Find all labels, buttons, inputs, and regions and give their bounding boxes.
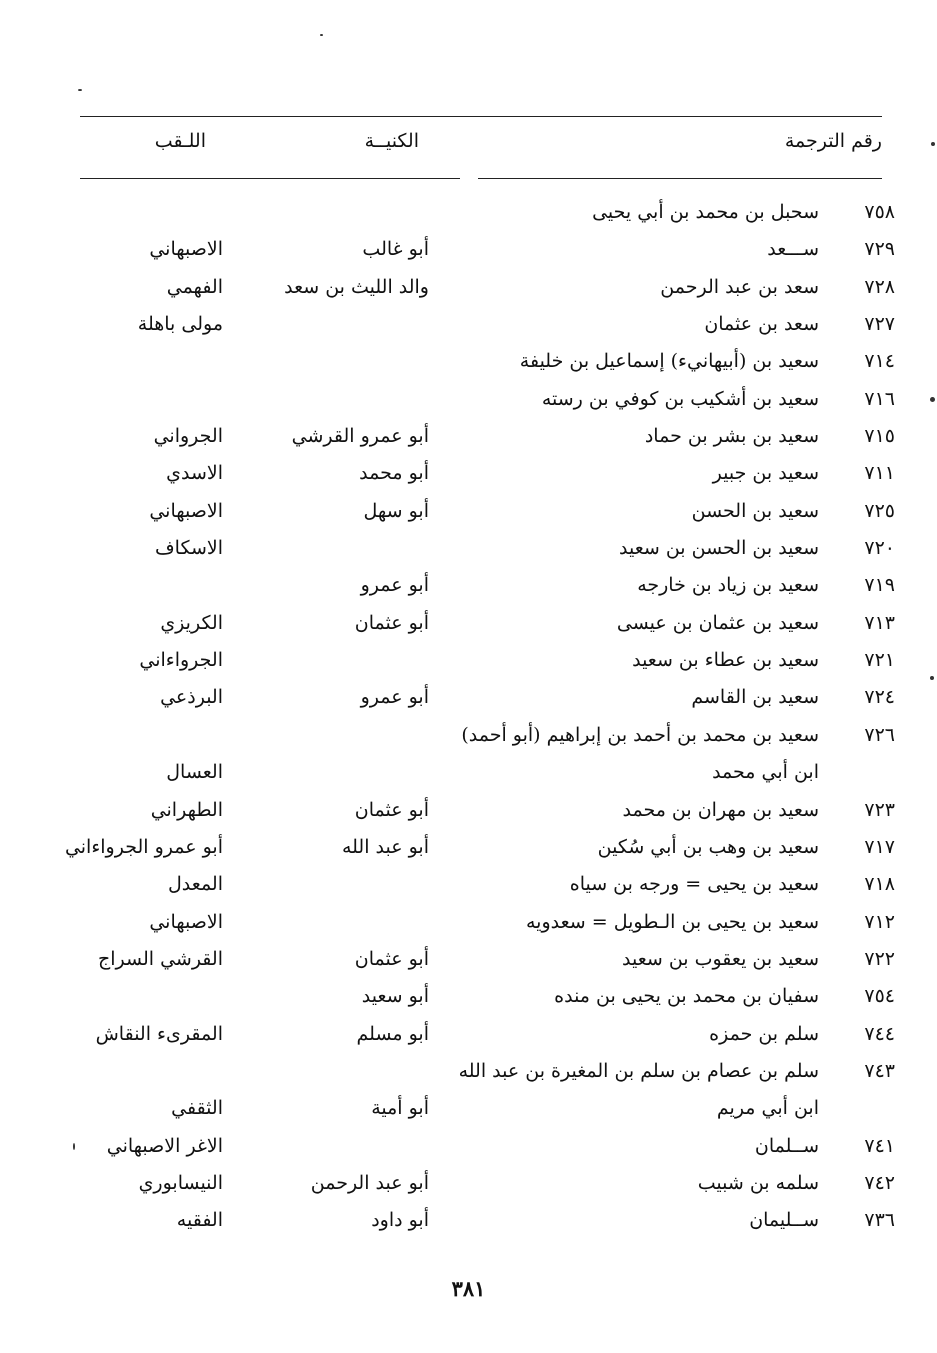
table-row bbox=[0, 981, 937, 1018]
entry-laqab: الفهمي bbox=[166, 275, 223, 298]
entry-laqab: المقرىء النقاش bbox=[95, 1022, 223, 1045]
table-row bbox=[0, 570, 937, 607]
entry-name: سلم بن عصام بن سلم بن المغيرة بن عبد الله bbox=[458, 1059, 819, 1082]
entry-name: سعيد بن يعقوب بن سعيد bbox=[621, 947, 819, 970]
header-number-column: رقم الترجمة bbox=[784, 130, 882, 152]
entry-laqab: الكريزي bbox=[160, 611, 223, 634]
entry-name: سعيد بن بشر بن حماد bbox=[644, 425, 819, 448]
entry-kunya: أبو عمرو bbox=[360, 686, 429, 709]
entry-number: ٧٢٠ bbox=[864, 537, 895, 560]
scan-speck bbox=[73, 1143, 75, 1150]
entry-number: ٧١٨ bbox=[864, 873, 895, 896]
table-row bbox=[0, 234, 937, 271]
table-row bbox=[0, 496, 937, 533]
entry-name: سحبل بن محمد بن أبي يحيى bbox=[592, 201, 819, 223]
entry-number: ٧١٦ bbox=[864, 387, 895, 410]
entry-laqab: مولى باهلة bbox=[137, 313, 223, 336]
table-row bbox=[0, 533, 937, 570]
entry-laqab: الثقفي bbox=[171, 1097, 223, 1120]
table-row bbox=[0, 944, 937, 981]
entry-name: سعيد بن (أبيهانيء) إسماعيل بن خليفة bbox=[519, 350, 819, 373]
entry-name: سعيد بن عطاء بن سعيد bbox=[632, 649, 819, 672]
entry-kunya: أبو غالب bbox=[362, 238, 429, 261]
entry-laqab: الاصبهاني bbox=[149, 499, 223, 522]
table-row bbox=[0, 1205, 937, 1242]
table-row bbox=[0, 608, 937, 645]
entry-kunya: أبو عبد الله bbox=[341, 835, 429, 858]
entry-number: ٧١١ bbox=[864, 462, 895, 485]
entry-laqab: الجرواني bbox=[153, 425, 223, 448]
entry-number: ٧٢١ bbox=[864, 649, 895, 672]
table-row bbox=[0, 682, 937, 719]
entry-laqab: القرشي السراج bbox=[97, 947, 223, 970]
entry-number: ٧٢٢ bbox=[864, 947, 895, 970]
entry-number: ٧٢٣ bbox=[864, 798, 895, 821]
entry-number: ٧٤١ bbox=[864, 1134, 895, 1157]
entry-name: سفيان بن محمد بن يحيى بن منده bbox=[554, 985, 819, 1008]
entry-number: ٧١٥ bbox=[864, 425, 895, 448]
header-top-rule bbox=[80, 116, 882, 117]
entry-name: سعيد بن زياد بن خارجه bbox=[637, 574, 819, 597]
entry-name: ســـعد bbox=[767, 238, 819, 261]
table-row bbox=[0, 197, 937, 234]
table-row bbox=[0, 346, 937, 383]
scan-speck bbox=[931, 142, 935, 146]
scan-speck bbox=[78, 89, 82, 91]
entry-laqab: المعدل bbox=[168, 873, 223, 896]
entry-number: ٧٢٦ bbox=[864, 723, 895, 746]
scan-speck bbox=[320, 34, 323, 36]
table-row bbox=[0, 1131, 937, 1168]
entry-name: سعيد بن وهب بن أبي سُكين bbox=[597, 835, 819, 858]
entry-number: ٧١٢ bbox=[864, 910, 895, 933]
entry-kunya: أبو محمد bbox=[359, 462, 429, 485]
entry-name: سعيد بن يحيى بن الـطويل = سعدويه bbox=[526, 910, 819, 933]
entry-laqab: أبو عمرو الجرواءاني bbox=[64, 835, 223, 858]
entries-table bbox=[0, 197, 937, 1243]
entry-kunya: أبو أمية bbox=[371, 1097, 429, 1120]
entry-number: ٧٤٣ bbox=[864, 1059, 895, 1082]
entry-number: ٧٢٨ bbox=[864, 275, 895, 298]
table-row bbox=[0, 1093, 937, 1130]
entry-kunya: أبو عبد الرحمن bbox=[310, 1171, 429, 1194]
entry-name: سعيد بن جبير bbox=[712, 462, 819, 485]
entry-laqab: الاسدي bbox=[166, 462, 223, 485]
entry-number: ٧١٧ bbox=[864, 835, 895, 858]
entry-number: ٧٣٦ bbox=[864, 1209, 895, 1232]
table-row bbox=[0, 1019, 937, 1056]
header-laqab-column: اللـقب bbox=[154, 130, 206, 152]
entry-name: ابن أبي محمد bbox=[712, 761, 819, 784]
entry-laqab: الجرواءاني bbox=[139, 649, 223, 672]
entry-laqab: الاصبهاني bbox=[149, 910, 223, 933]
entry-name: ســلمان bbox=[754, 1134, 819, 1157]
scan-speck bbox=[930, 397, 935, 402]
entry-laqab: الاصبهاني bbox=[149, 238, 223, 261]
entry-number: ٧٤٢ bbox=[864, 1171, 895, 1194]
entry-number: ٧٥٤ bbox=[864, 985, 895, 1008]
entry-number: ٧٢٥ bbox=[864, 499, 895, 522]
entry-kunya: أبو عثمان bbox=[354, 798, 429, 821]
table-row bbox=[0, 458, 937, 495]
entry-laqab: الاغر الاصبهاني bbox=[106, 1134, 223, 1157]
table-row bbox=[0, 309, 937, 346]
entry-kunya: أبو عثمان bbox=[354, 947, 429, 970]
entry-kunya: أبو داود bbox=[371, 1209, 429, 1232]
table-row bbox=[0, 757, 937, 794]
entry-laqab: النيسابوري bbox=[138, 1171, 223, 1194]
entry-laqab: الاسكاف bbox=[154, 537, 223, 560]
entry-kunya: أبو سعيد bbox=[361, 985, 429, 1008]
table-row bbox=[0, 384, 937, 421]
header-bottom-rule-right bbox=[478, 178, 882, 179]
entry-number: ٧١٣ bbox=[864, 611, 895, 634]
table-row bbox=[0, 272, 937, 309]
entry-name: سلم بن حمزه bbox=[709, 1022, 819, 1045]
entry-name: سعد بن عبد الرحمن bbox=[660, 275, 819, 298]
entry-kunya: أبو عثمان bbox=[354, 611, 429, 634]
entry-kunya: أبو عمرو bbox=[360, 574, 429, 597]
entry-name: سعيد بن محمد بن أحمد بن إبراهيم (أبو أحمد) bbox=[461, 723, 819, 746]
entry-name: سعيد بن الحسن بن سعيد bbox=[619, 537, 819, 560]
entry-kunya: أبو سهل bbox=[363, 499, 429, 522]
entry-name: سلمه بن شبيب bbox=[697, 1171, 819, 1194]
header-kunya-column: الكنيــة bbox=[364, 130, 419, 152]
table-row bbox=[0, 1168, 937, 1205]
entry-name: سعد بن عثمان bbox=[704, 313, 819, 336]
entry-laqab: الطهراني bbox=[150, 798, 223, 821]
entry-laqab: البرذعي bbox=[160, 686, 223, 709]
table-row bbox=[0, 869, 937, 906]
entry-number: ٧٥٨ bbox=[864, 201, 895, 223]
entry-number: ٧٤٤ bbox=[864, 1022, 895, 1045]
entry-number: ٧٢٤ bbox=[864, 686, 895, 709]
entry-number: ٧٢٧ bbox=[864, 313, 895, 336]
entry-name: ابن أبي مريم bbox=[716, 1097, 819, 1120]
entry-number: ٧٢٩ bbox=[864, 238, 895, 261]
table-row bbox=[0, 645, 937, 682]
entry-kunya: والد الليث بن سعد bbox=[284, 275, 429, 298]
table-row bbox=[0, 720, 937, 757]
table-row bbox=[0, 907, 937, 944]
header-bottom-rule-left bbox=[80, 178, 460, 179]
table-row bbox=[0, 795, 937, 832]
page-number: ٣٨١ bbox=[451, 1276, 486, 1301]
entry-number: ٧١٩ bbox=[864, 574, 895, 597]
entry-name: سعيد بن يحيى = ورجه بن سياه bbox=[569, 873, 819, 896]
entry-kunya: أبو مسلم bbox=[356, 1022, 429, 1045]
entry-name: سعيد بن القاسم bbox=[691, 686, 819, 709]
entry-laqab: الفقيه bbox=[176, 1209, 223, 1232]
entry-name: سعيد بن عثمان بن عيسى bbox=[616, 611, 819, 634]
entry-name: ســليمان bbox=[749, 1209, 819, 1232]
table-row bbox=[0, 421, 937, 458]
table-row bbox=[0, 832, 937, 869]
entry-name: سعيد بن الحسن bbox=[691, 499, 819, 522]
entry-kunya: أبو عمرو القرشي bbox=[291, 425, 429, 448]
scan-speck bbox=[930, 676, 934, 680]
table-row bbox=[0, 1056, 937, 1093]
entry-number: ٧١٤ bbox=[864, 350, 895, 373]
entry-laqab: العسال bbox=[166, 761, 223, 784]
entry-name: سعيد بن أشكيب بن كوفي بن رسته bbox=[541, 387, 819, 410]
entry-name: سعيد بن مهران بن محمد bbox=[622, 798, 819, 821]
